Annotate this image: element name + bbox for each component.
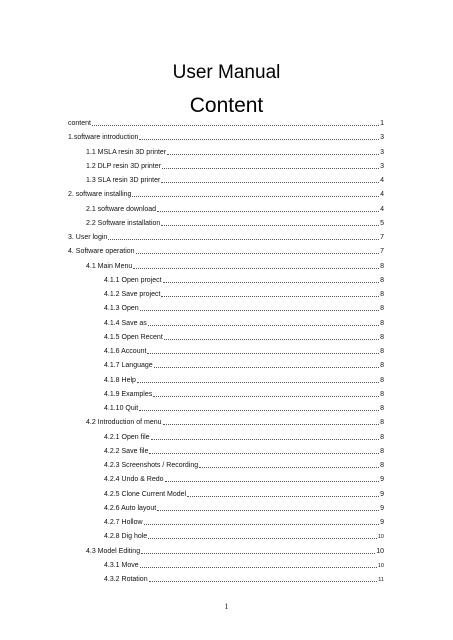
toc-entry[interactable] — [86, 261, 384, 271]
page-number: 1 — [224, 602, 229, 611]
toc-entry-page: 8 — [380, 462, 384, 469]
toc-entry[interactable] — [104, 574, 384, 584]
toc-entry[interactable] — [104, 303, 384, 313]
toc-leader-dots — [137, 381, 379, 383]
toc-entry-page: 9 — [380, 504, 384, 512]
toc-leader-dots — [147, 352, 379, 354]
toc-entry-label: 1.3 SLA resin 3D printer — [86, 177, 161, 184]
toc-entry[interactable] — [68, 246, 384, 256]
toc-entry-page: 4 — [380, 177, 384, 184]
toc-entry-label: 4.1.1 Open project — [104, 276, 162, 284]
toc-entry-label: 4.2.8 Dig hole — [104, 533, 148, 541]
toc-entry-label: 4.2.6 Auto layout — [104, 504, 157, 512]
toc-entry-label: 1.software introduction — [68, 134, 139, 142]
toc-leader-dots — [161, 181, 379, 183]
toc-entry-page: 8 — [380, 291, 384, 298]
toc-entry-label: 3. User login — [68, 234, 108, 241]
toc-entry-page: 8 — [380, 447, 384, 455]
toc-entry[interactable] — [86, 161, 384, 171]
toc-entry-label: 4.3.2 Rotation — [104, 576, 148, 583]
toc-leader-dots — [199, 466, 379, 468]
toc-entry-page: 8 — [380, 419, 384, 427]
toc-entry-page: 10 — [377, 534, 384, 541]
toc-entry[interactable] — [104, 460, 384, 470]
toc-entry-page: 8 — [380, 319, 384, 327]
toc-leader-dots — [149, 580, 378, 582]
toc-entry-page: 9 — [380, 519, 384, 526]
toc-entry[interactable] — [68, 118, 384, 128]
toc-entry-label: 4.1.8 Help — [104, 376, 136, 384]
toc-entry-page: 3 — [380, 148, 384, 156]
toc-entry[interactable] — [86, 218, 384, 228]
toc-leader-dots — [165, 480, 380, 482]
toc-entry-label: 4.2.4 Undo & Redo — [104, 476, 164, 484]
toc-entry-label: 4.3 Model Editing — [86, 547, 141, 555]
toc-entry-page: 8 — [380, 305, 384, 313]
toc-entry-page: 1 — [380, 120, 384, 127]
toc-entry[interactable] — [104, 389, 384, 399]
toc-leader-dots — [164, 338, 379, 340]
toc-entry-label: 2.1 software download — [86, 205, 157, 213]
toc-entry-page: 8 — [380, 390, 384, 398]
toc-leader-dots — [139, 138, 379, 140]
toc-entry-label: 4.1.2 Save project — [104, 291, 161, 298]
toc-leader-dots — [167, 153, 379, 155]
toc-entry-label: 4.2 Introduction of menu — [86, 419, 162, 427]
toc-entry-label: 1.1 MSLA resin 3D printer — [86, 148, 167, 156]
toc-leader-dots — [151, 438, 380, 440]
toc-leader-dots — [161, 295, 379, 297]
toc-entry-label: content — [68, 120, 91, 127]
toc-entry-label: 4.1.4 Save as — [104, 319, 147, 327]
toc-leader-dots — [153, 395, 379, 397]
toc-entry[interactable] — [104, 560, 384, 570]
toc-leader-dots — [132, 195, 379, 197]
toc-leader-dots — [163, 423, 380, 425]
toc-leader-dots — [148, 324, 379, 326]
toc-entry-label: 4.2.1 Open file — [104, 433, 150, 441]
toc-entry-page: 4 — [380, 191, 384, 199]
toc-entry-page: 8 — [380, 262, 384, 270]
toc-entry-label: 4.1.6 Account — [104, 348, 147, 355]
toc-entry-page: 3 — [380, 134, 384, 142]
toc-entry-label: 2. software installing — [68, 191, 132, 199]
toc-entry[interactable] — [68, 232, 384, 242]
toc-entry-label: 4.2.7 Hollow — [104, 519, 143, 526]
toc-entry-page: 7 — [380, 234, 384, 241]
toc-entry[interactable] — [104, 489, 384, 499]
document-title: User Manual — [172, 62, 281, 83]
toc-entry[interactable] — [104, 375, 384, 385]
toc-entry[interactable] — [104, 275, 384, 285]
toc-entry[interactable] — [86, 147, 384, 157]
toc-entry-page: 5 — [380, 219, 384, 227]
toc-entry[interactable] — [104, 517, 384, 527]
toc-entry-label: 1.2 DLP resin 3D printer — [86, 162, 161, 170]
toc-entry-page: 8 — [380, 376, 384, 384]
toc-leader-dots — [136, 252, 380, 254]
toc-entry-page: 8 — [380, 333, 384, 341]
toc-entry-page: 4 — [380, 205, 384, 213]
toc-leader-dots — [139, 409, 379, 411]
toc-entry-label: 4.2.2 Save file — [104, 447, 149, 455]
toc-entry[interactable] — [104, 446, 384, 456]
toc-entry-page: 10 — [376, 547, 384, 555]
toc-entry-page: 10 — [377, 562, 384, 569]
toc-entry-page: 11 — [378, 577, 384, 583]
toc-leader-dots — [149, 452, 379, 454]
toc-entry[interactable] — [104, 318, 384, 328]
toc-entry-page: 9 — [380, 476, 384, 484]
toc-entry[interactable] — [68, 189, 384, 199]
toc-entry[interactable] — [104, 332, 384, 342]
toc-leader-dots — [133, 267, 379, 269]
toc-entry-page: 3 — [380, 162, 384, 170]
toc-leader-dots — [148, 537, 377, 539]
toc-entry[interactable] — [104, 503, 384, 513]
toc-leader-dots — [162, 167, 379, 169]
toc-entry[interactable] — [104, 360, 384, 370]
toc-entry-label: 4.3.1 Move — [104, 561, 139, 569]
toc-leader-dots — [108, 238, 379, 240]
toc-leader-dots — [144, 523, 380, 525]
toc-entry-label: 4.1.9 Examples — [104, 390, 153, 398]
toc-entry-label: 4.1.3 Open — [104, 305, 139, 313]
toc-leader-dots — [187, 495, 379, 497]
toc-entry-label: 2.2 Software installation — [86, 219, 161, 227]
toc-entry[interactable] — [86, 175, 384, 185]
toc-entry-page: 9 — [380, 490, 384, 498]
toc-entry[interactable] — [86, 417, 384, 427]
toc-entry-page: 8 — [380, 433, 384, 441]
toc-entry-label: 4.1.5 Open Recent — [104, 333, 163, 341]
toc-entry[interactable] — [104, 289, 384, 299]
toc-entry[interactable] — [86, 546, 384, 556]
toc-entry[interactable] — [104, 346, 384, 356]
toc-entry-page: 8 — [380, 348, 384, 355]
toc-leader-dots — [140, 566, 377, 568]
toc-leader-dots — [154, 366, 379, 368]
toc-entry-label: 4. Software operation — [68, 248, 135, 256]
toc-entry-page: 8 — [380, 405, 384, 412]
toc-leader-dots — [141, 552, 375, 554]
toc-entry[interactable] — [104, 432, 384, 442]
toc-leader-dots — [157, 509, 379, 511]
toc-entry[interactable] — [68, 132, 384, 142]
toc-leader-dots — [157, 210, 379, 212]
toc-entry[interactable] — [104, 474, 384, 484]
toc-entry-label: 4.2.5 Clone Current Model — [104, 490, 187, 498]
toc-entry-label: 4.1.10 Quit — [104, 405, 139, 412]
toc-entry-page: 8 — [380, 276, 384, 284]
toc-entry-page: 8 — [380, 362, 384, 370]
toc-entry[interactable] — [104, 531, 384, 541]
document-subtitle: Content — [189, 94, 264, 117]
toc-leader-dots — [92, 124, 379, 126]
toc-entry-label: 4.1 Main Menu — [86, 262, 133, 270]
toc-entry-label: 4.2.3 Screenshots / Recording — [104, 462, 199, 469]
toc-leader-dots — [163, 281, 380, 283]
toc-entry-label: 4.1.7 Language — [104, 362, 153, 370]
toc-leader-dots — [140, 309, 379, 311]
toc-entry[interactable] — [104, 403, 384, 413]
toc-entry[interactable] — [86, 204, 384, 214]
toc-entry-page: 7 — [380, 248, 384, 256]
toc-leader-dots — [161, 224, 379, 226]
